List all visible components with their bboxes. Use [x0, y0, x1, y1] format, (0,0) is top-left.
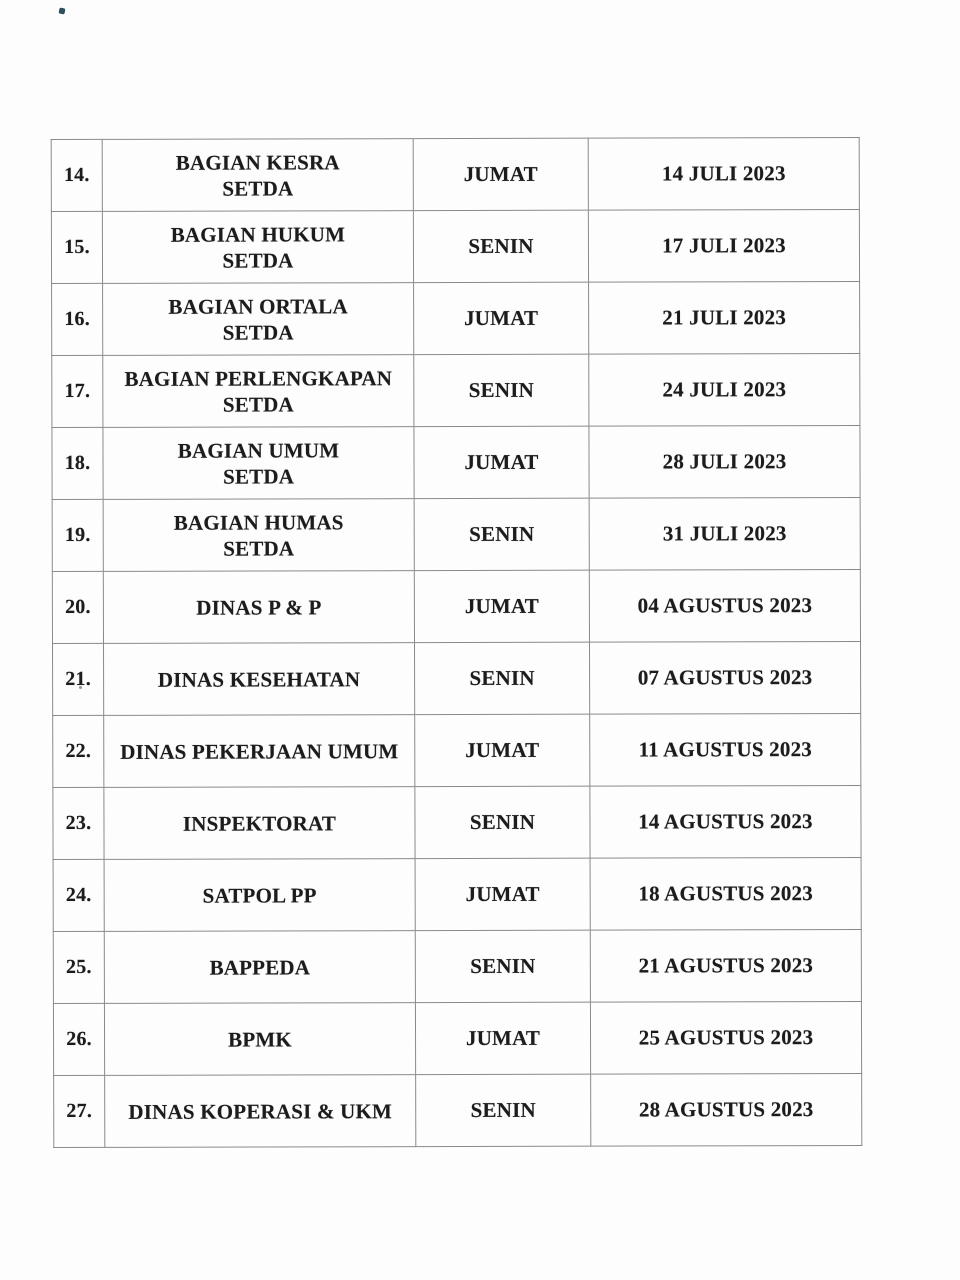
row-number-cell: 24. [53, 859, 104, 931]
date-cell: 31 JULI 2023 [589, 497, 860, 570]
day-cell: JUMAT [414, 426, 589, 498]
day-cell: SENIN [414, 354, 589, 426]
row-number-cell: 19. [52, 499, 103, 571]
unit-name-cell [104, 787, 415, 860]
unit-name-line: SETDA [223, 535, 295, 561]
table-row [53, 785, 861, 859]
day-cell: JUMAT [415, 858, 590, 930]
row-number-cell: 21. [53, 643, 104, 715]
unit-name-cell [103, 499, 414, 572]
day-cell: SENIN [414, 498, 589, 570]
unit-name-line: BAGIAN KESRA [175, 149, 340, 175]
unit-name-cell [104, 643, 415, 716]
row-number-cell: 17. [52, 355, 103, 427]
unit-name-line: SETDA [222, 247, 294, 273]
unit-name-line: INSPEKTORAT [182, 810, 337, 836]
table-row [53, 713, 861, 787]
unit-name-line: BAGIAN HUMAS [173, 509, 344, 535]
day-cell: SENIN [415, 642, 590, 714]
row-number-cell: 14. [51, 139, 102, 211]
date-cell: 24 JULI 2023 [589, 353, 860, 426]
unit-name-line: BPMK [228, 1026, 292, 1052]
date-cell: 28 AGUSTUS 2023 [591, 1073, 862, 1146]
day-cell: SENIN [415, 786, 590, 858]
row-number-cell: 16. [52, 283, 103, 355]
unit-name-cell [102, 139, 413, 212]
unit-name-line: SETDA [223, 463, 295, 489]
day-cell: SENIN [416, 1074, 591, 1146]
schedule-table-body [51, 137, 862, 1147]
unit-name-line: BAPPEDA [209, 954, 311, 980]
row-number-cell: 27. [54, 1075, 105, 1147]
row-number-cell: 20. [52, 571, 103, 643]
table-row [53, 857, 861, 931]
row-number-cell: 22. [53, 715, 104, 787]
day-cell: JUMAT [414, 282, 589, 354]
date-cell: 14 AGUSTUS 2023 [590, 785, 861, 858]
date-cell: 17 JULI 2023 [588, 209, 859, 282]
date-cell: 04 AGUSTUS 2023 [589, 569, 860, 642]
table-row [53, 929, 861, 1003]
row-number-cell: 18. [52, 427, 103, 499]
table-row [53, 1001, 861, 1075]
unit-name-cell [104, 1003, 415, 1076]
table-row [52, 353, 860, 427]
row-number-cell: 26. [53, 1003, 104, 1075]
table-row [52, 281, 860, 355]
table-row [51, 209, 859, 283]
unit-name-cell [103, 283, 414, 356]
table-row [54, 1073, 862, 1147]
unit-name-cell [104, 931, 415, 1004]
unit-name-line: SETDA [222, 175, 294, 201]
table-row [52, 569, 860, 643]
unit-name-line: BAGIAN ORTALA [168, 293, 348, 319]
unit-name-line: DINAS KESEHATAN [157, 666, 361, 692]
date-cell: 21 JULI 2023 [589, 281, 860, 354]
day-cell: SENIN [415, 930, 590, 1002]
unit-name-cell [104, 715, 415, 788]
table-row [52, 425, 860, 499]
unit-name-line: DINAS P & P [196, 594, 322, 620]
date-cell: 21 AGUSTUS 2023 [590, 929, 861, 1002]
row-number-cell: 23. [53, 787, 104, 859]
day-cell: JUMAT [413, 138, 588, 210]
unit-name-cell [103, 355, 414, 428]
date-cell: 11 AGUSTUS 2023 [590, 713, 861, 786]
unit-name-line: BAGIAN HUKUM [170, 221, 346, 247]
table-row [51, 137, 859, 211]
row-number-cell: 25. [53, 931, 104, 1003]
unit-name-cell [103, 427, 414, 500]
date-cell: 28 JULI 2023 [589, 425, 860, 498]
table-row [53, 641, 861, 715]
ink-dot-artifact [58, 7, 65, 14]
table-row [52, 497, 860, 571]
date-cell: 25 AGUSTUS 2023 [590, 1001, 861, 1074]
unit-name-line: SATPOL PP [202, 882, 317, 908]
unit-name-cell [103, 571, 414, 644]
unit-name-cell [105, 1075, 416, 1148]
unit-name-cell [102, 211, 413, 284]
unit-name-line: DINAS KOPERASI & UKM [128, 1098, 393, 1124]
day-cell: JUMAT [415, 714, 590, 786]
unit-name-line: SETDA [222, 391, 294, 417]
unit-name-line: SETDA [222, 319, 294, 345]
date-cell: 14 JULI 2023 [588, 137, 859, 210]
schedule-table [51, 137, 863, 1148]
row-number-cell: 15. [51, 211, 102, 283]
day-cell: JUMAT [415, 1002, 590, 1074]
day-cell: JUMAT [414, 570, 589, 642]
unit-name-line: BAGIAN UMUM [177, 437, 340, 463]
date-cell: 18 AGUSTUS 2023 [590, 857, 861, 930]
date-cell: 07 AGUSTUS 2023 [589, 641, 860, 714]
unit-name-line: DINAS PEKERJAAN UMUM [120, 738, 399, 764]
day-cell: SENIN [413, 210, 588, 282]
unit-name-line: BAGIAN PERLENGKAPAN [124, 365, 393, 391]
unit-name-cell [104, 859, 415, 932]
